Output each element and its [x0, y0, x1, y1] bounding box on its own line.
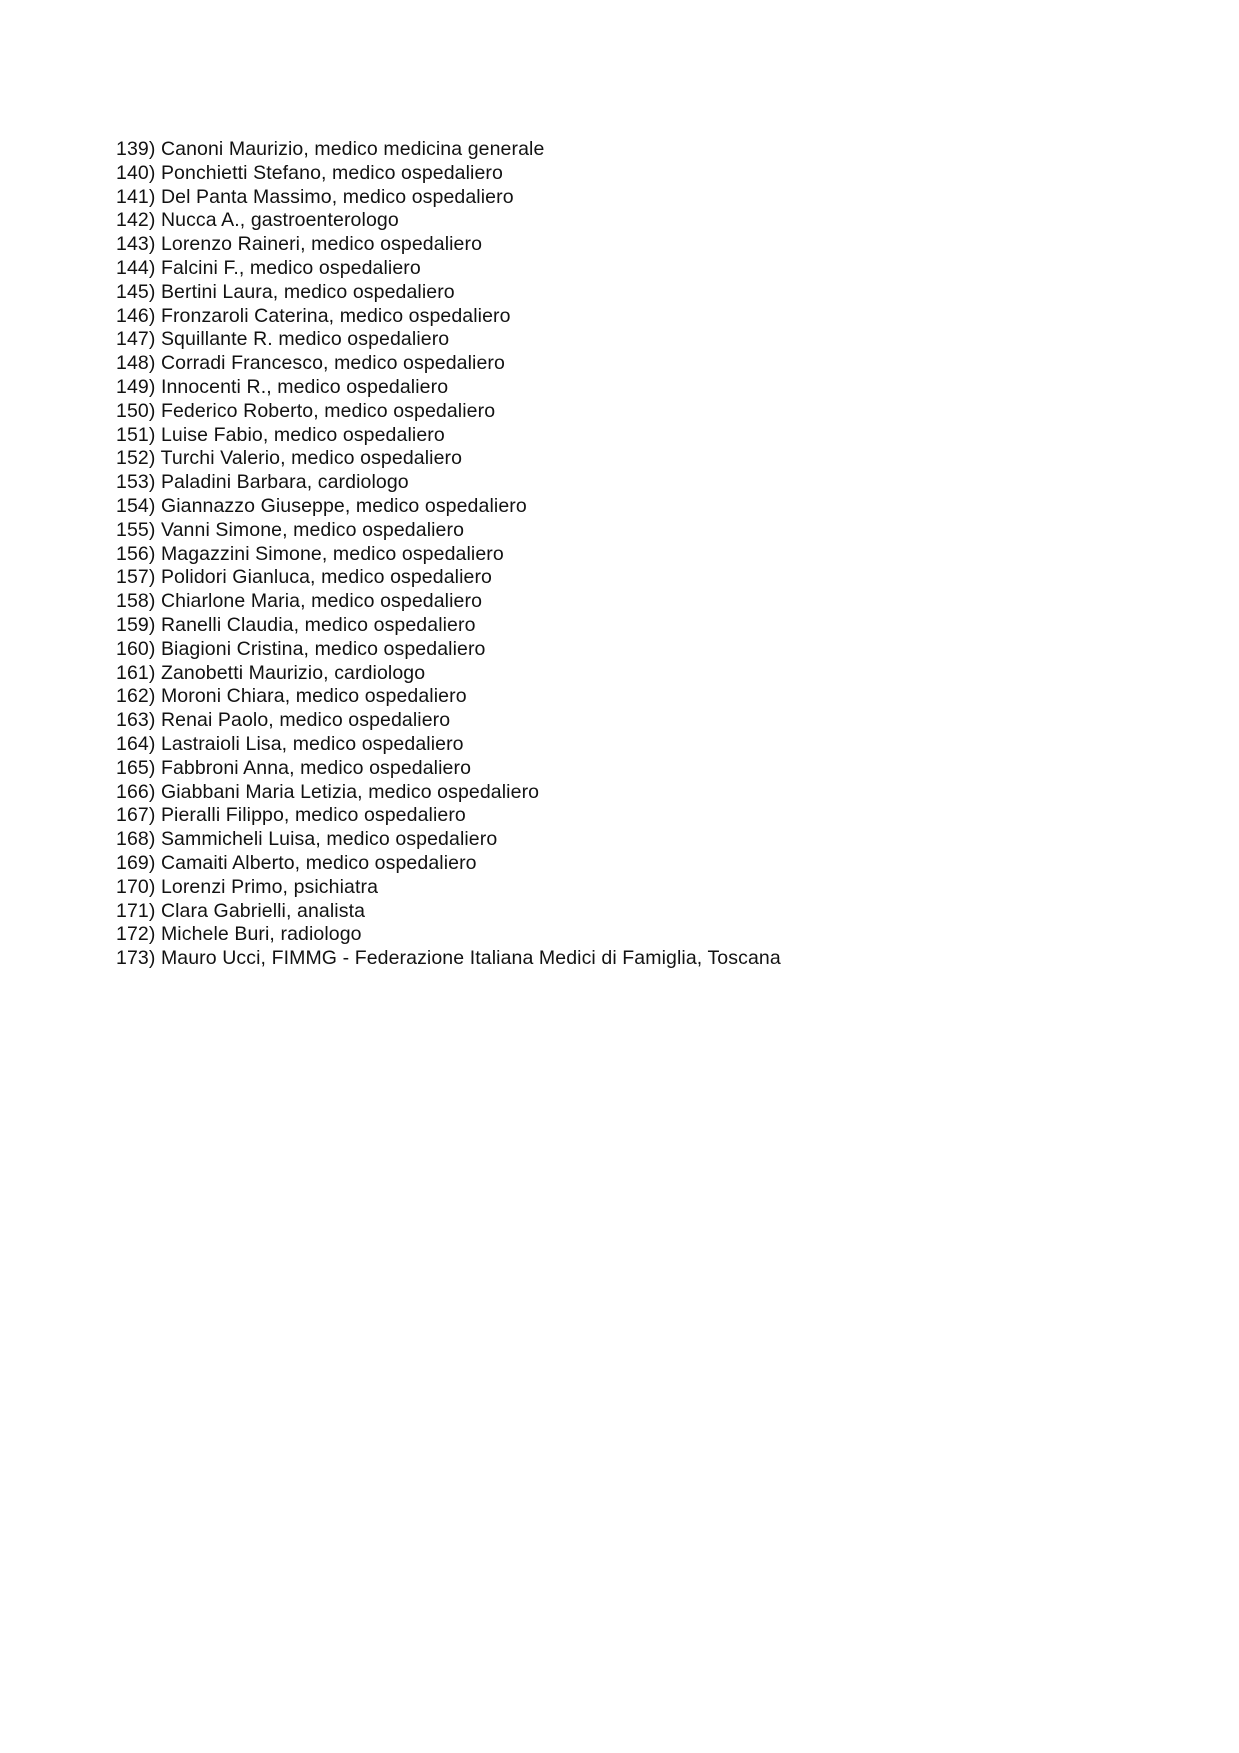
- list-item: 155) Vanni Simone, medico ospedaliero: [116, 518, 465, 541]
- list-item: 146) Fronzaroli Caterina, medico ospedaliero: [116, 304, 511, 327]
- list-item: 151) Luise Fabio, medico ospedaliero: [116, 423, 445, 446]
- list-item: 148) Corradi Francesco, medico ospedaliero: [116, 352, 505, 375]
- list-item: 150) Federico Roberto, medico ospedaliero: [116, 399, 496, 422]
- list-item: 152) Turchi Valerio, medico ospedaliero: [116, 447, 463, 470]
- list-item: 168) Sammicheli Luisa, medico ospedaliero: [116, 828, 498, 851]
- list-item: 153) Paladini Barbara, cardiologo: [116, 471, 409, 494]
- list-item: 170) Lorenzi Primo, psichiatra: [116, 875, 379, 898]
- list-item: 139) Canoni Maurizio, medico medicina generale: [116, 138, 545, 160]
- list-item: 142) Nucca A., gastroenterologo: [116, 209, 399, 232]
- list-item: 156) Magazzini Simone, medico ospedaliero: [116, 542, 504, 565]
- list-item: 166) Giabbani Maria Letizia, medico ospedaliero: [116, 780, 540, 803]
- list-item: 162) Moroni Chiara, medico ospedaliero: [116, 685, 467, 708]
- list-item: 160) Biagioni Cristina, medico ospedaliero: [116, 637, 486, 660]
- list-item: 157) Polidori Gianluca, medico ospedaliero: [116, 566, 492, 589]
- list-item: 169) Camaiti Alberto, medico ospedaliero: [116, 851, 477, 874]
- list-item: 159) Ranelli Claudia, medico ospedaliero: [116, 613, 476, 636]
- list-item: 167) Pieralli Filippo, medico ospedaliero: [116, 804, 466, 827]
- list-item: 141) Del Panta Massimo, medico ospedaliero: [116, 185, 514, 208]
- list-item: 145) Bertini Laura, medico ospedaliero: [116, 280, 455, 303]
- list-item: 165) Fabbroni Anna, medico ospedaliero: [116, 756, 472, 779]
- list-item: 158) Chiarlone Maria, medico ospedaliero: [116, 590, 483, 613]
- list-item: 143) Lorenzo Raineri, medico ospedaliero: [116, 233, 483, 256]
- list-item: 171) Clara Gabrielli, analista: [116, 899, 366, 922]
- list-item: 161) Zanobetti Maurizio, cardiologo: [116, 661, 426, 684]
- list-item: 163) Renai Paolo, medico ospedaliero: [116, 709, 451, 732]
- list-item: 144) Falcini F., medico ospedaliero: [116, 256, 421, 279]
- list-item: 140) Ponchietti Stefano, medico ospedaliero: [116, 161, 503, 184]
- list-item: 149) Innocenti R., medico ospedaliero: [116, 375, 449, 398]
- list-item: 172) Michele Buri, radiologo: [116, 923, 362, 946]
- list-item: 154) Giannazzo Giuseppe, medico ospedaliero: [116, 494, 527, 517]
- participant-list: [116, 138, 1179, 971]
- list-item: 147) Squillante R. medico ospedaliero: [116, 328, 450, 351]
- list-item: 164) Lastraioli Lisa, medico ospedaliero: [116, 732, 464, 755]
- list-item: 173) Mauro Ucci, FIMMG - Federazione Italiana Medici di Famiglia, Toscana: [116, 947, 781, 970]
